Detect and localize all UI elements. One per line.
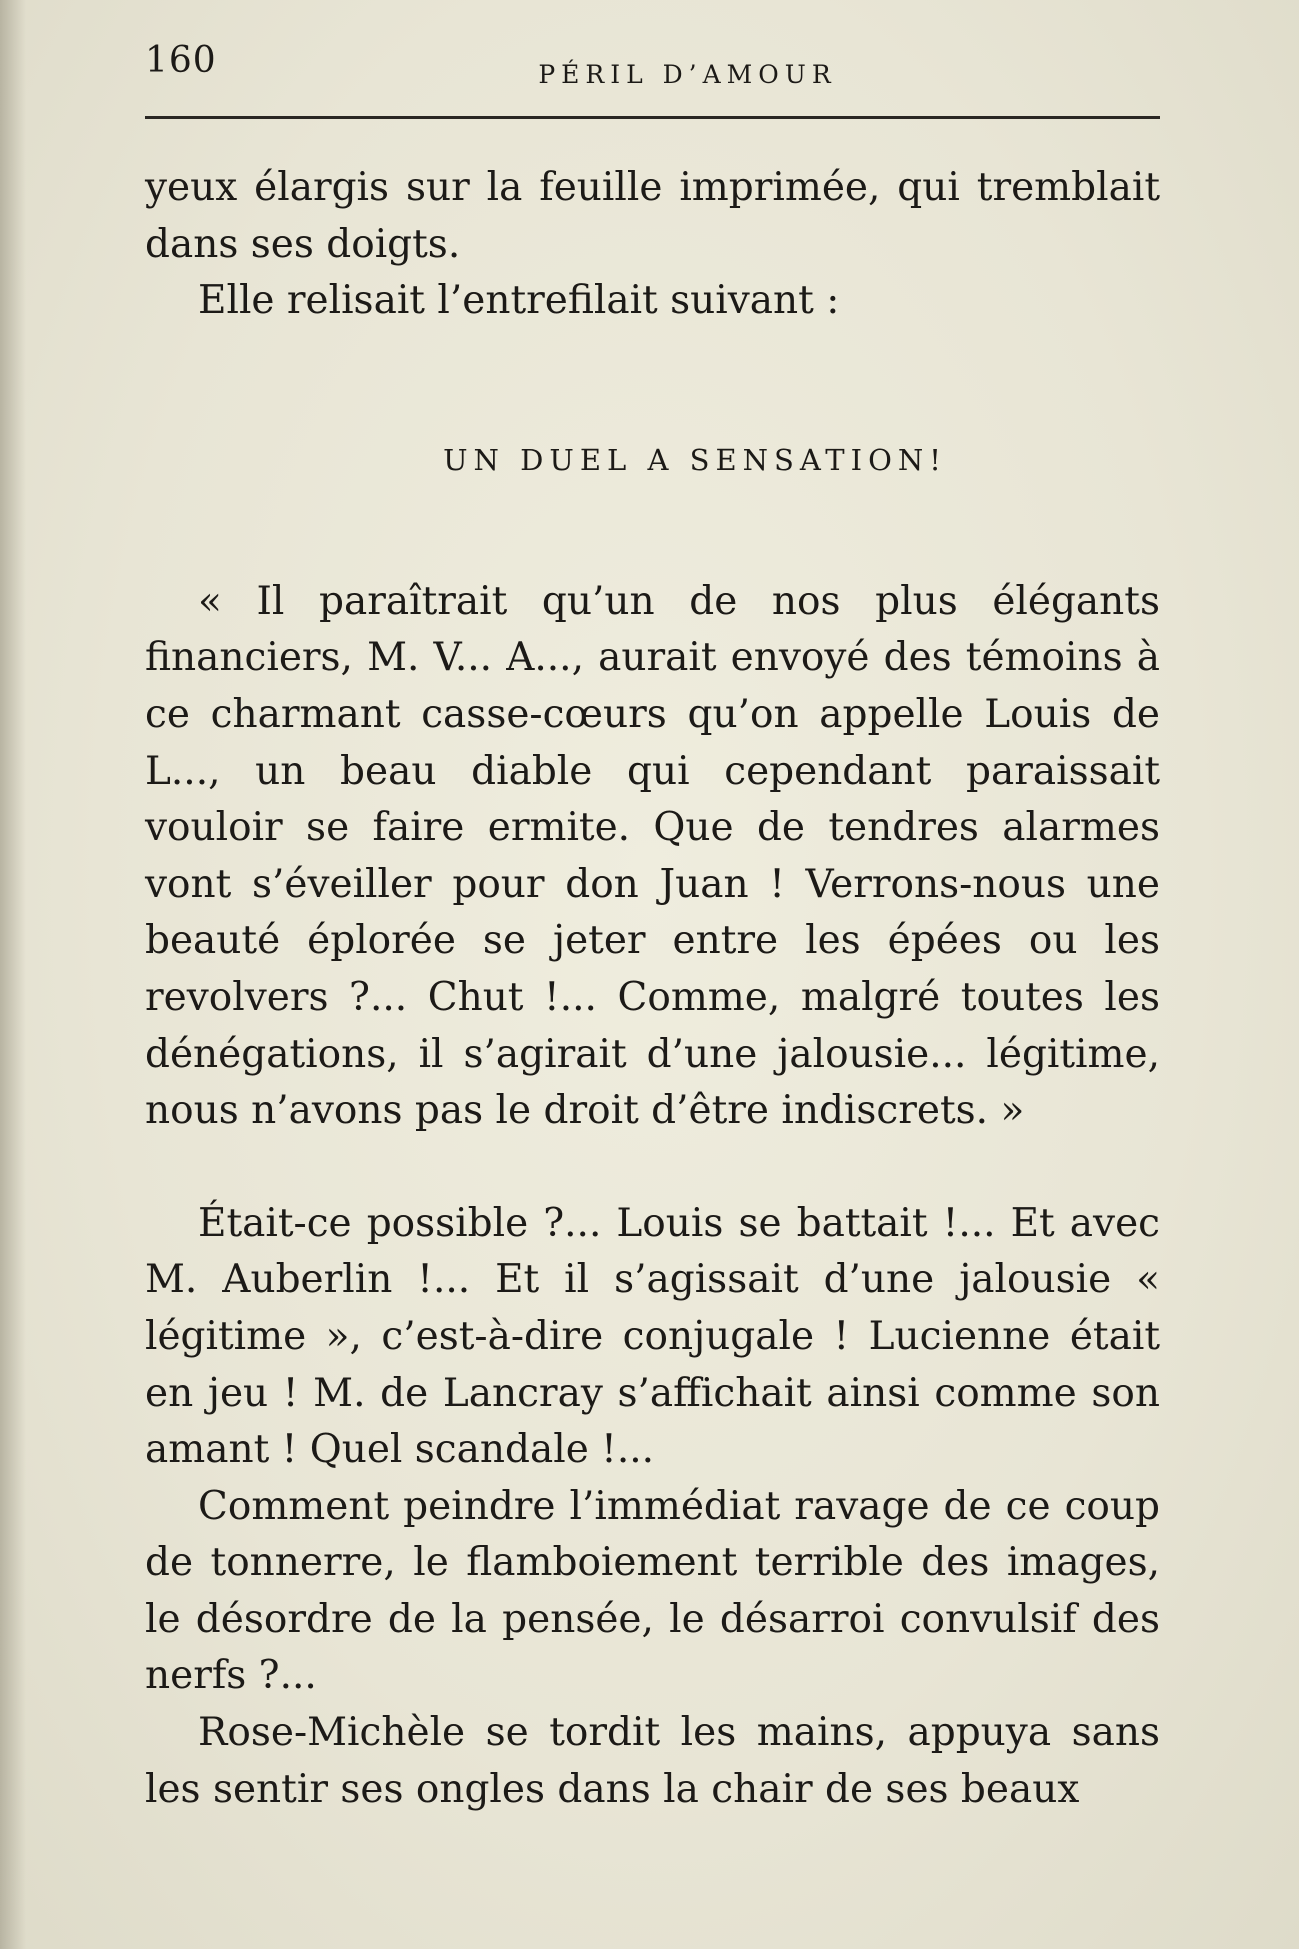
paragraph-intro: Elle relisait l’entrefilait suivant : <box>198 278 840 324</box>
paragraph-continuation: yeux élargis sur la feuille imprimée, qui tremblait dans ses doigts. <box>145 165 1160 267</box>
spacer <box>145 488 1160 574</box>
paragraph-question: Était-ce possible ?... Louis se battait !... Et avec M. Auberlin !... Et il s’agissait d’une jalousie « légitime », c’est-à-dire conjugale ! Lucienne était en jeu ! M. de Lancray s’affichait ainsi comme son amant ! Quel scandale !... <box>145 1200 1160 1473</box>
quoted-article: « Il paraîtrait qu’un de nos plus élégants financiers, M. V... A..., aurait envoyé des témoins à ce charmant casse-cœurs qu’on appelle Louis de L..., un beau diable qui cependant paraissait vouloir se faire ermite. Que de tendres alarmes vont s’éveiller pour don Juan ! Verrons-nous une beauté éplorée se jeter entre les épées ou les revolvers ?... Chut !... Comme, malgré toutes les dénégations, il s’agirait d’une jalousie... légitime, nous n’avons pas le droit d’être indiscrets. » <box>145 578 1160 1134</box>
article-heading: UN DUEL A SENSATION! <box>443 442 947 477</box>
spacer <box>145 1140 1160 1196</box>
page-number: 160 <box>145 40 217 81</box>
page-header <box>145 36 1160 106</box>
spacer <box>145 330 1160 432</box>
spine-shadow <box>0 0 26 1949</box>
header-rule <box>145 116 1160 119</box>
paragraph-rose: Rose-Michèle se tordit les mains, appuya sans les sentir ses ongles dans la chair de ses beaux <box>145 1710 1160 1812</box>
paragraph-ravage: Comment peindre l’immédiat ravage de ce coup de tonnerre, le flamboiement terrible des images, le désordre de la pensée, le désarroi convulsif des nerfs ?... <box>145 1483 1160 1699</box>
body-text <box>145 160 1160 1818</box>
running-title: PÉRIL D’AMOUR <box>538 60 837 89</box>
